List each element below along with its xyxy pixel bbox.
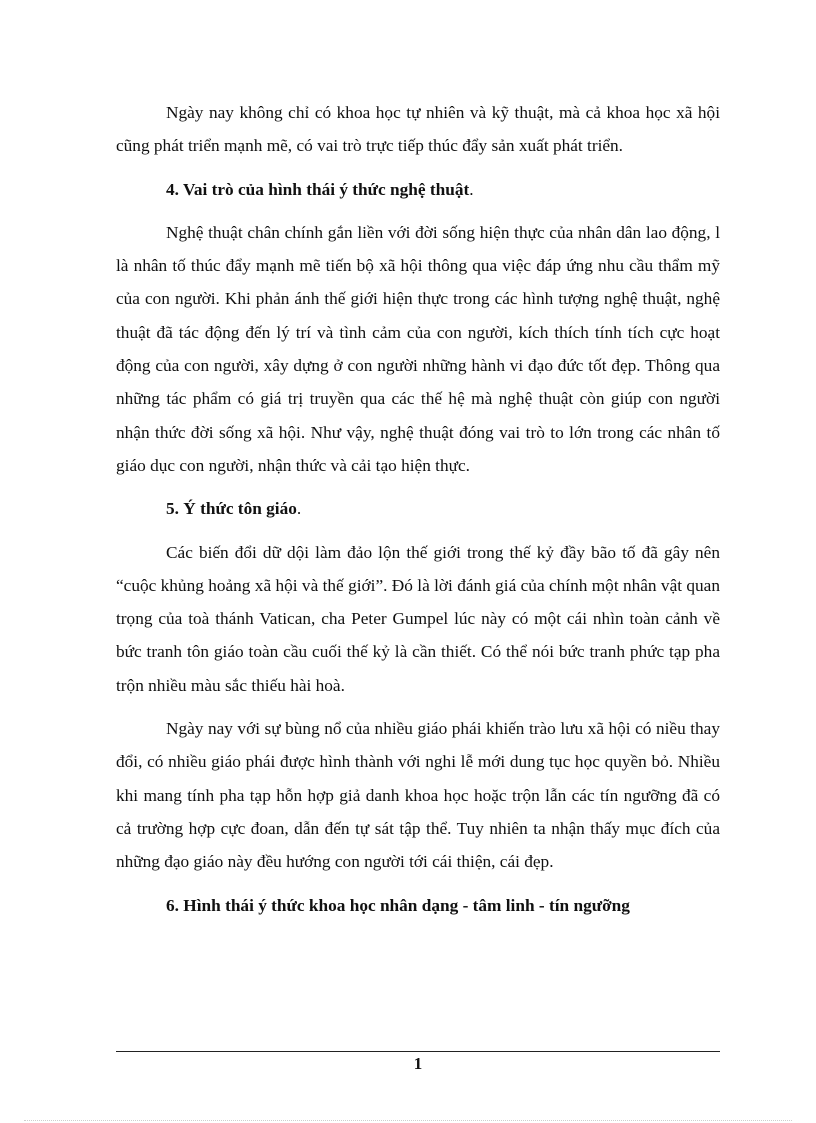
heading-suffix: . — [469, 179, 474, 199]
paragraph: Các biến đổi dữ dội làm đảo lộn thế giới trong thế kỷ đầy bão tố đã gây nên “cuộc khủng hoảng xã hội và thế giới”. Đó là lời đánh giá của chính một nhân vật quan trọng của toà thánh Vatican, cha Peter Gumpel lúc này có một cái nhìn toàn cảnh về bức tranh tôn giáo toàn cầu cuối thế kỷ là cần thiết. Có thể nói bức tranh phức tạp pha trộn nhiều màu sắc thiếu hài hoà. — [116, 542, 720, 695]
paragraph: Nghệ thuật chân chính gắn liền với đời sống hiện thực của nhân dân lao động, l là nhân tố thúc đẩy mạnh mẽ tiến bộ xã hội thông qua việc đáp ứng nhu cầu thẩm mỹ của con người. Khi phản ánh thế giới hiện thực trong các hình tượng nghệ thuật, nghệ thuật đã tác động đến lý trí và tình cảm của con người, kích thích tính tích cực hoạt động của con người, xây dựng ở con người những hành vi đạo đức tốt đẹp. Thông qua những tác phẩm có giá trị truyền qua các thế hệ mà nghệ thuật còn giúp con người nhận thức đời sống xã hội. Như vậy, nghệ thuật đóng vai trò to lớn trong các nhân tố giáo dục con người, nhận thức và cải tạo hiện thực. — [116, 222, 720, 475]
section-heading-5 — [116, 492, 720, 525]
heading-text: 6. Hình thái ý thức khoa học nhân dạng - tâm linh - tín ngưỡng — [166, 895, 630, 915]
heading-text: 5. Ý thức tôn giáo — [166, 499, 297, 519]
paragraph: Ngày nay không chỉ có khoa học tự nhiên và kỹ thuật, mà cả khoa học xã hội cũng phát triển mạnh mẽ, có vai trò trực tiếp thúc đẩy sản xuất phát triển. — [116, 103, 720, 156]
page-bottom-border — [24, 1120, 792, 1121]
paragraph: Ngày nay với sự bùng nổ của nhiều giáo phái khiến trào lưu xã hội có niều thay đổi, có nhiều giáo phái được hình thành với nghi lễ mới dung tục học quyền bỏ. Nhiều khi mang tính pha tạp hỗn hợp giả danh khoa học hoặc trộn lẫn các tín ngưỡng đã có cả trường hợp cực đoan, dẫn đến tự sát tập thể. Tuy nhiên ta nhận thấy mục đích của những đạo giáo này đều hướng con người tới cái thiện, cái đẹp. — [116, 719, 720, 872]
section-heading-4 — [116, 173, 720, 206]
footer-divider — [116, 1051, 720, 1052]
heading-suffix: . — [296, 499, 302, 519]
page-body — [116, 96, 720, 932]
page-number: 1 — [413, 1054, 423, 1073]
heading-text: 4. Vai trò của hình thái ý thức nghệ thuật — [166, 179, 470, 199]
section-heading-6 — [116, 889, 720, 922]
